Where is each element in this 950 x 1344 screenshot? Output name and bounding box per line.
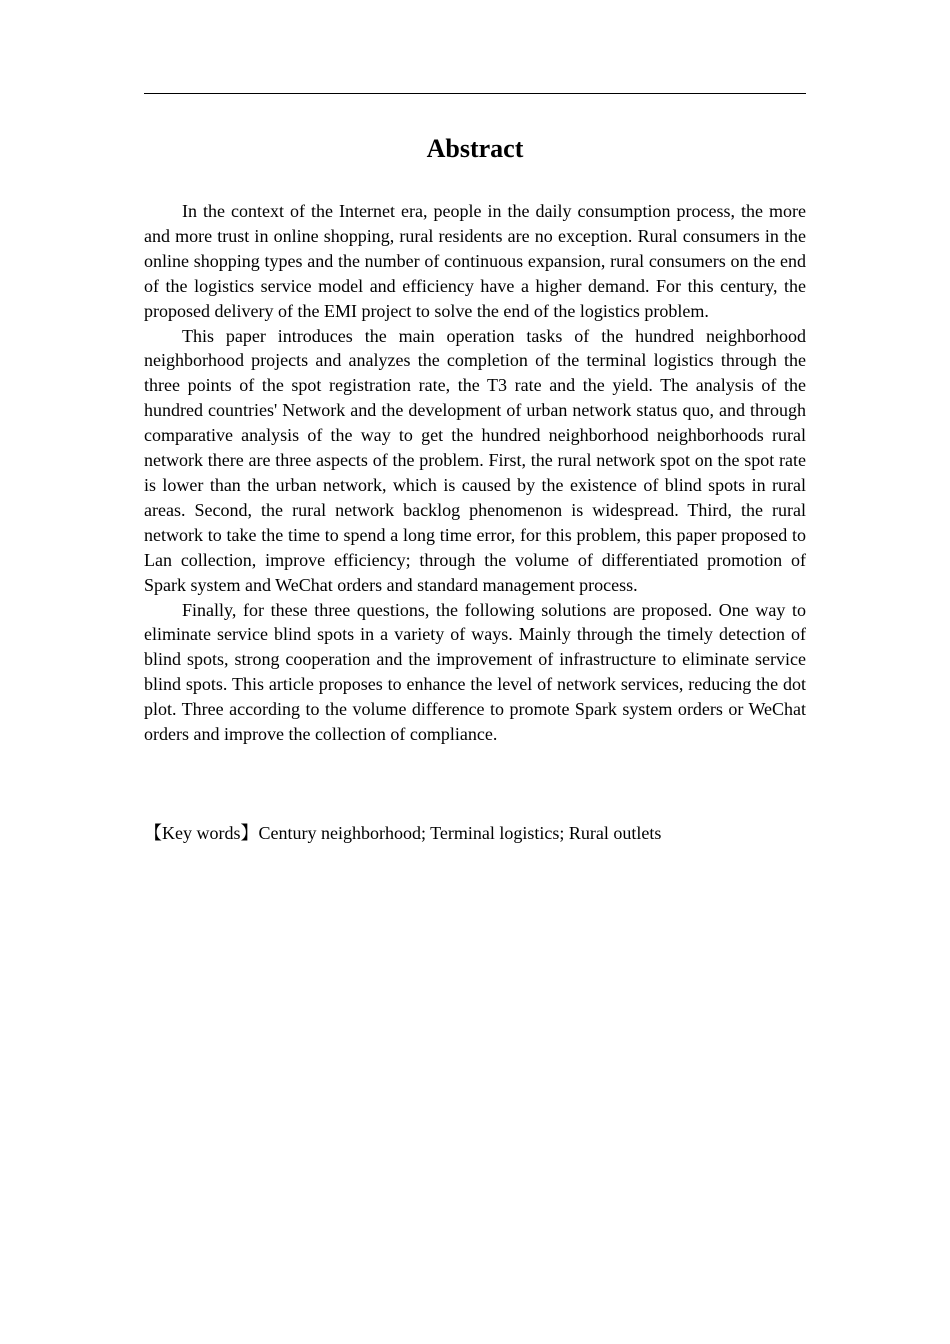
abstract-paragraph-1: In the context of the Internet era, people in the daily consumption process, the more and more trust in online shopping, rural residents are no exception. Rural consumers in the online shopping types and the number of continuous expansion, rural consumers on the end of the logistics service model and efficiency have a higher demand. For this century, the proposed delivery of the EMI project to solve the end of the logistics problem. <box>144 201 806 321</box>
keywords-text: Century neighborhood; Terminal logistics; Rural outlets <box>258 823 662 843</box>
keywords-label: 【Key words】 <box>144 823 259 843</box>
abstract-body <box>144 199 806 747</box>
abstract-title: Abstract <box>426 134 524 163</box>
abstract-paragraph-2: This paper introduces the main operation tasks of the hundred neighborhood neighborhood projects and analyzes the completion of the terminal logistics through the three points of the spot registration rate, the T3 rate and the yield. The analysis of the hundred countries' Network and the development of urban network status quo, and through comparative analysis of the way to get the hundred neighborhood neighborhoods rural network there are three aspects of the problem. First, the rural network spot on the spot rate is lower than the urban network, which is caused by the existence of blind spots in rural areas. Second, the rural network backlog phenomenon is widespread. Third, the rural network to take the time to spend a long time error, for this problem, this paper proposed to Lan collection, improve efficiency; through the volume of differentiated promotion of Spark system and WeChat orders and standard management process. <box>144 325 806 595</box>
keywords-line <box>144 821 806 846</box>
header-rule <box>144 93 806 94</box>
abstract-paragraph-3: Finally, for these three questions, the following solutions are proposed. One way to eliminate service blind spots in a variety of ways. Mainly through the timely detection of blind spots, strong cooperation and the improvement of infrastructure to eliminate service blind spots. This article proposes to enhance the level of network services, reducing the dot plot. Three according to the volume difference to promote Spark system orders or WeChat orders and improve the collection of compliance. <box>144 599 806 745</box>
